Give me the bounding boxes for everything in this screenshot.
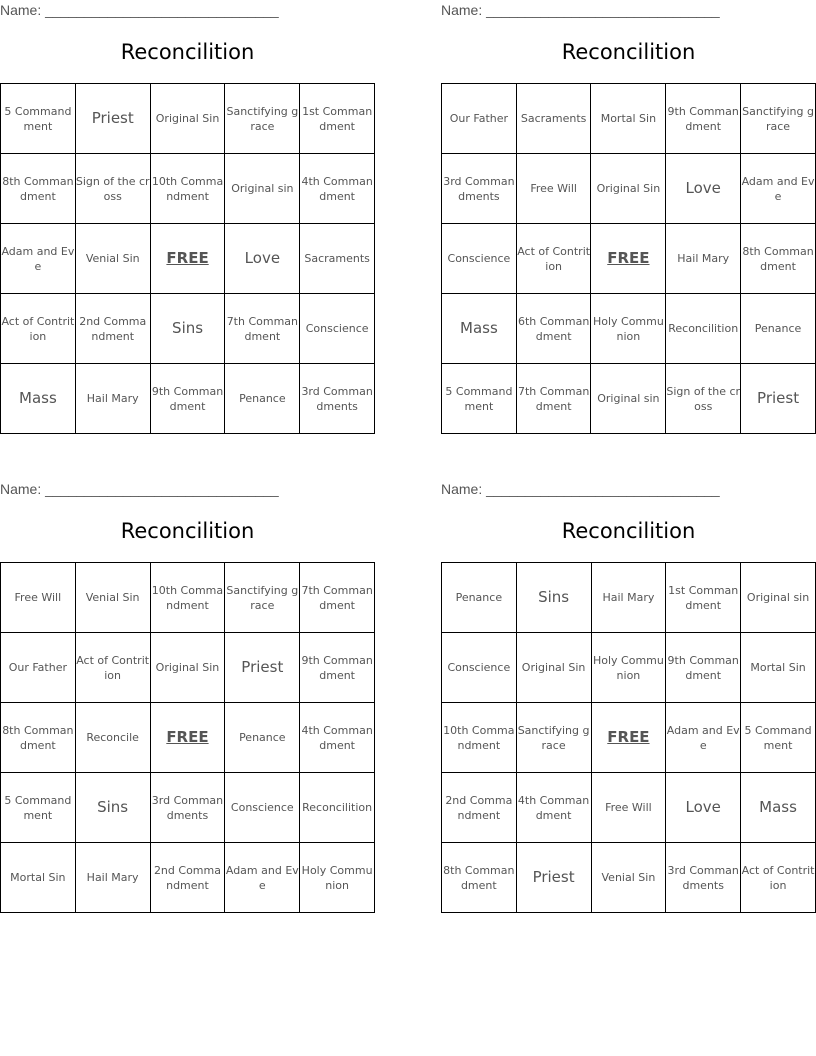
grid-cell: 5 Commandment <box>442 364 517 434</box>
grid-cell: Original Sin <box>516 633 591 703</box>
grid-cell: Sacraments <box>300 224 375 294</box>
grid-cell: 5 Commandment <box>1 84 76 154</box>
grid-cell: Hail Mary <box>75 364 150 434</box>
grid-cell: 3rd Commandments <box>150 773 225 843</box>
grid-cell: Adam and Eve <box>225 843 300 913</box>
grid-cell: Original sin <box>591 364 666 434</box>
free-cell: FREE <box>150 224 225 294</box>
grid-row <box>1 224 375 294</box>
grid-row <box>1 364 375 434</box>
grid-row <box>442 773 816 843</box>
grid-row <box>1 294 375 364</box>
grid-cell: Mortal Sin <box>1 843 76 913</box>
grid-cell: Original Sin <box>150 84 225 154</box>
grid-cell: Conscience <box>300 294 375 364</box>
grid-cell: 10th Commandment <box>150 563 225 633</box>
grid-row <box>442 154 816 224</box>
grid-row <box>1 563 375 633</box>
grid-cell: 7th Commandment <box>300 563 375 633</box>
grid-cell: Sanctifying grace <box>516 703 591 773</box>
grid-cell: Hail Mary <box>591 563 666 633</box>
grid-cell: Mass <box>442 294 517 364</box>
grid-cell: 1st Commandment <box>666 563 741 633</box>
grid-cell: 4th Commandment <box>516 773 591 843</box>
bingo-grid <box>0 83 375 434</box>
grid-row <box>442 294 816 364</box>
grid-cell: 4th Commandment <box>300 703 375 773</box>
grid-cell: 4th Commandment <box>300 154 375 224</box>
grid-cell: 7th Commandment <box>516 364 591 434</box>
grid-row <box>442 563 816 633</box>
grid-cell: Venial Sin <box>75 224 150 294</box>
grid-cell: Reconcile <box>75 703 150 773</box>
grid-cell: Conscience <box>442 633 517 703</box>
grid-cell: Original sin <box>225 154 300 224</box>
grid-cell: 3rd Commandments <box>666 843 741 913</box>
grid-cell: Hail Mary <box>75 843 150 913</box>
grid-cell: Free Will <box>591 773 666 843</box>
name-line: Name: ______________________________ <box>441 481 720 497</box>
grid-cell: 8th Commandment <box>1 703 76 773</box>
grid-cell: 9th Commandment <box>666 633 741 703</box>
grid-cell: Holy Communion <box>591 294 666 364</box>
grid-cell: Priest <box>741 364 816 434</box>
bingo-grid <box>0 562 375 913</box>
grid-row <box>442 633 816 703</box>
grid-cell: Original Sin <box>591 154 666 224</box>
grid-cell: Venial Sin <box>75 563 150 633</box>
grid-cell: 7th Commandment <box>225 294 300 364</box>
grid-cell: 8th Commandment <box>741 224 816 294</box>
grid-cell: Reconcilition <box>300 773 375 843</box>
grid-row <box>1 154 375 224</box>
grid-cell: 2nd Commandment <box>150 843 225 913</box>
grid-cell: Act of Contrition <box>1 294 76 364</box>
grid-cell: Sanctifying grace <box>225 84 300 154</box>
grid-cell: Penance <box>225 703 300 773</box>
grid-cell: Sanctifying grace <box>225 563 300 633</box>
grid-cell: Priest <box>225 633 300 703</box>
grid-cell: 2nd Commandment <box>75 294 150 364</box>
grid-cell: Original sin <box>741 563 816 633</box>
name-line: Name: ______________________________ <box>441 2 720 18</box>
grid-cell: Mortal Sin <box>591 84 666 154</box>
grid-cell: 9th Commandment <box>666 84 741 154</box>
bingo-grid <box>441 562 816 913</box>
grid-cell: 10th Commandment <box>442 703 517 773</box>
grid-cell: Mass <box>741 773 816 843</box>
grid-cell: 2nd Commandment <box>442 773 517 843</box>
grid-row <box>442 843 816 913</box>
free-cell: FREE <box>150 703 225 773</box>
grid-cell: Act of Contrition <box>741 843 816 913</box>
grid-cell: Sins <box>516 563 591 633</box>
grid-cell: Sign of the cross <box>75 154 150 224</box>
grid-cell: 3rd Commandments <box>442 154 517 224</box>
free-cell: FREE <box>591 703 666 773</box>
grid-row <box>1 843 375 913</box>
grid-cell: Holy Communion <box>300 843 375 913</box>
grid-cell: 5 Commandment <box>741 703 816 773</box>
grid-cell: Our Father <box>442 84 517 154</box>
grid-cell: Love <box>225 224 300 294</box>
grid-cell: Free Will <box>1 563 76 633</box>
grid-cell: 6th Commandment <box>516 294 591 364</box>
grid-cell: Venial Sin <box>591 843 666 913</box>
name-line: Name: ______________________________ <box>0 2 279 18</box>
grid-row <box>1 633 375 703</box>
bingo-grid <box>441 83 816 434</box>
grid-row <box>442 84 816 154</box>
grid-cell: Act of Contrition <box>75 633 150 703</box>
grid-cell: Love <box>666 154 741 224</box>
grid-row <box>442 224 816 294</box>
grid-cell: Priest <box>516 843 591 913</box>
grid-row <box>1 773 375 843</box>
grid-cell: Sins <box>75 773 150 843</box>
grid-cell: 9th Commandment <box>300 633 375 703</box>
grid-cell: Adam and Eve <box>666 703 741 773</box>
grid-cell: Adam and Eve <box>741 154 816 224</box>
grid-cell: Conscience <box>225 773 300 843</box>
grid-row <box>442 703 816 773</box>
grid-cell: Sanctifying grace <box>741 84 816 154</box>
grid-cell: 1st Commandment <box>300 84 375 154</box>
grid-cell: 8th Commandment <box>442 843 517 913</box>
grid-cell: Penance <box>442 563 517 633</box>
grid-cell: Sacraments <box>516 84 591 154</box>
grid-row <box>442 364 816 434</box>
grid-cell: 3rd Commandments <box>300 364 375 434</box>
grid-cell: Sins <box>150 294 225 364</box>
grid-cell: 9th Commandment <box>150 364 225 434</box>
grid-cell: Act of Contrition <box>516 224 591 294</box>
grid-cell: Penance <box>225 364 300 434</box>
grid-cell: Reconcilition <box>666 294 741 364</box>
name-line: Name: ______________________________ <box>0 481 279 497</box>
grid-cell: Original Sin <box>150 633 225 703</box>
card-title: Reconcilition <box>120 40 255 64</box>
card-title: Reconcilition <box>561 519 696 543</box>
free-cell: FREE <box>591 224 666 294</box>
grid-cell: Sign of the cross <box>666 364 741 434</box>
grid-row <box>1 84 375 154</box>
grid-cell: 10th Commandment <box>150 154 225 224</box>
grid-cell: Penance <box>741 294 816 364</box>
card-title: Reconcilition <box>561 40 696 64</box>
grid-row <box>1 703 375 773</box>
grid-cell: Love <box>666 773 741 843</box>
grid-cell: Mass <box>1 364 76 434</box>
grid-cell: Holy Communion <box>591 633 666 703</box>
grid-cell: Conscience <box>442 224 517 294</box>
grid-cell: 5 Commandment <box>1 773 76 843</box>
card-title: Reconcilition <box>120 519 255 543</box>
grid-cell: Hail Mary <box>666 224 741 294</box>
grid-cell: Priest <box>75 84 150 154</box>
grid-cell: Our Father <box>1 633 76 703</box>
grid-cell: Adam and Eve <box>1 224 76 294</box>
grid-cell: Mortal Sin <box>741 633 816 703</box>
grid-cell: Free Will <box>516 154 591 224</box>
grid-cell: 8th Commandment <box>1 154 76 224</box>
